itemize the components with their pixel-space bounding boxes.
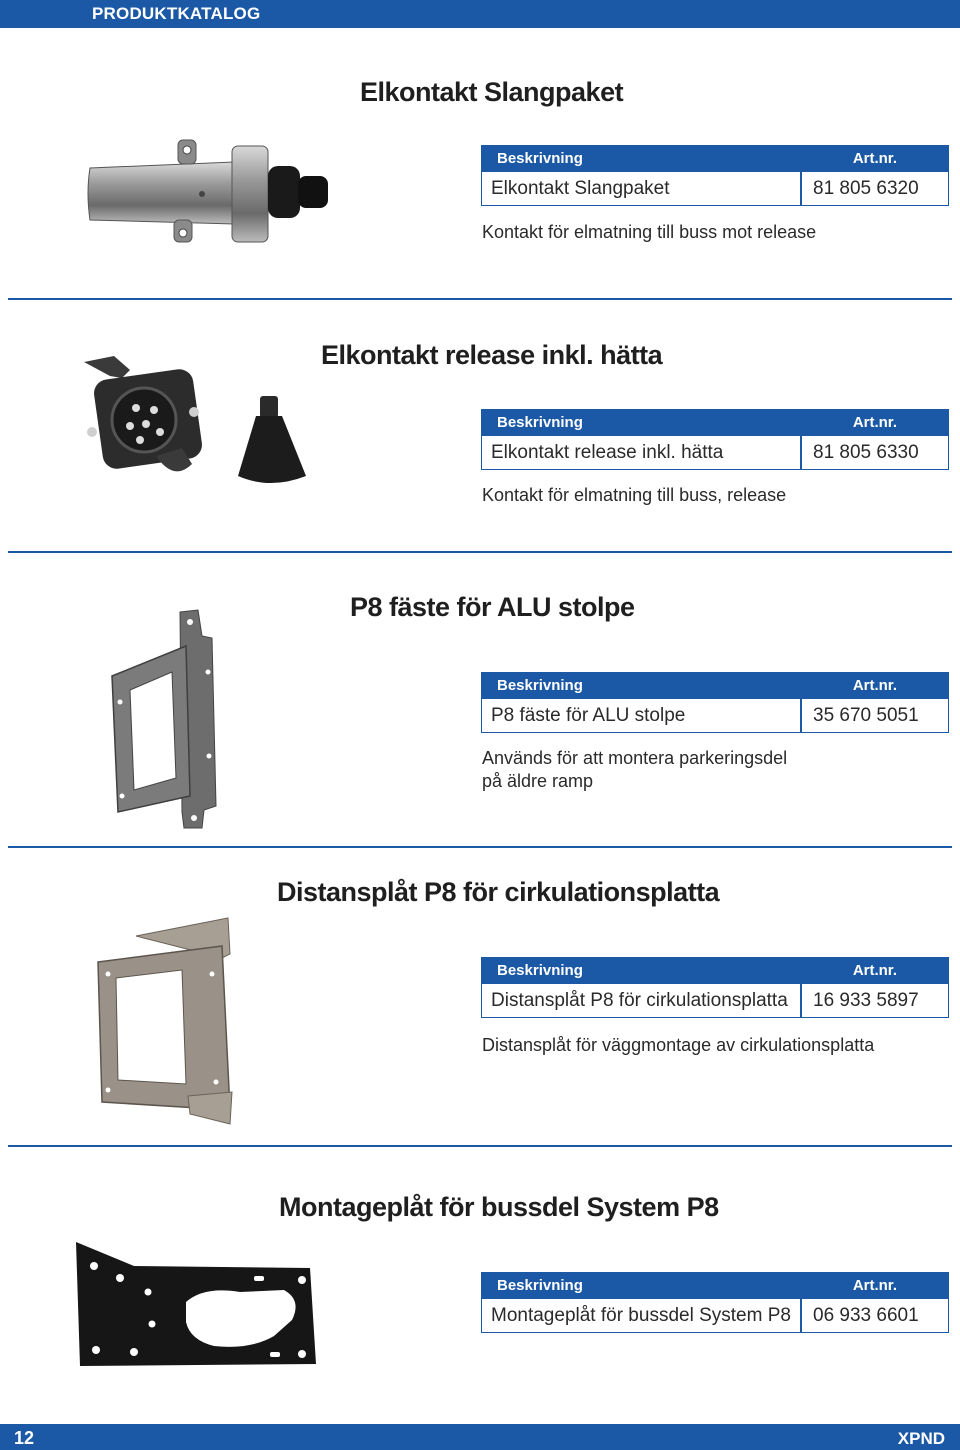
- column-divider: [800, 436, 802, 469]
- product-name: Elkontakt release inkl. hätta: [491, 442, 724, 463]
- table-row: [481, 699, 949, 733]
- column-divider: [800, 172, 802, 205]
- art-nr-header: Art.nr.: [852, 1277, 897, 1294]
- art-nr-value: 81 805 6320: [813, 178, 919, 199]
- catalog-label: PRODUKTKATALOG: [92, 4, 261, 23]
- table-row: [481, 436, 949, 470]
- description-header: Beskrivning: [497, 414, 583, 431]
- art-nr-header: Art.nr.: [852, 677, 897, 694]
- page-number: 12: [14, 1428, 35, 1448]
- mounting-plate-image: [74, 1240, 320, 1370]
- description-header: Beskrivning: [497, 962, 583, 979]
- description-line: Kontakt för elmatning till buss mot release: [482, 222, 817, 242]
- product-table: [481, 672, 949, 733]
- product-table: [481, 409, 949, 470]
- table-header: [481, 145, 949, 172]
- column-divider: [800, 699, 802, 732]
- product-title: P8 fäste för ALU stolpe: [350, 592, 635, 622]
- product-title: Elkontakt Slangpaket: [360, 77, 624, 107]
- description-line: på äldre ramp: [482, 771, 594, 791]
- table-row: [481, 1299, 949, 1333]
- connector-hose-image: [84, 138, 334, 248]
- column-divider: [800, 1299, 802, 1332]
- product-title: Distansplåt P8 för cirkulationsplatta: [277, 877, 720, 907]
- art-nr-value: 16 933 5897: [813, 990, 919, 1011]
- product-title: Elkontakt release inkl. hätta: [321, 340, 663, 370]
- table-header: [481, 1272, 949, 1299]
- section-divider: [8, 846, 952, 848]
- column-divider: [800, 984, 802, 1017]
- art-nr-value: 06 933 6601: [813, 1305, 919, 1326]
- header-bar: [0, 0, 960, 28]
- art-nr-header: Art.nr.: [852, 150, 897, 167]
- description-header: Beskrivning: [497, 1277, 583, 1294]
- art-nr-header: Art.nr.: [852, 962, 897, 979]
- spacer-plate-image: [92, 914, 240, 1128]
- section-divider: [8, 1145, 952, 1147]
- product-name: Elkontakt Slangpaket: [491, 178, 670, 199]
- table-header: [481, 957, 949, 984]
- p8-bracket-image: [104, 606, 234, 832]
- description-line: Distansplåt för väggmontage av cirkulationsplatta: [482, 1035, 875, 1055]
- table-row: [481, 984, 949, 1018]
- product-name: Montageplåt för bussdel System P8: [491, 1305, 791, 1326]
- art-nr-value: 35 670 5051: [813, 705, 919, 726]
- product-table: [481, 1272, 949, 1333]
- description-header: Beskrivning: [497, 677, 583, 694]
- footer-bar: [0, 1424, 960, 1450]
- product-table: [481, 145, 949, 206]
- product-title: Montageplåt för bussdel System P8: [279, 1192, 719, 1222]
- release-socket-image: [74, 352, 314, 492]
- description-header: Beskrivning: [497, 150, 583, 167]
- section-divider: [8, 551, 952, 553]
- art-nr-header: Art.nr.: [852, 414, 897, 431]
- table-header: [481, 409, 949, 436]
- art-nr-value: 81 805 6330: [813, 442, 919, 463]
- product-name: P8 fäste för ALU stolpe: [491, 705, 686, 726]
- brand-logo: XPND: [897, 1429, 945, 1448]
- product-description: [482, 221, 816, 244]
- product-name: Distansplåt P8 för cirkulationsplatta: [491, 990, 788, 1011]
- description-line: Används för att montera parkeringsdel: [482, 748, 788, 768]
- product-description: [482, 1034, 874, 1057]
- table-row: [481, 172, 949, 206]
- description-line: Kontakt för elmatning till buss, release: [482, 485, 787, 505]
- product-description: [482, 484, 786, 507]
- table-header: [481, 672, 949, 699]
- product-table: [481, 957, 949, 1018]
- product-description: [482, 747, 787, 793]
- section-divider: [8, 298, 952, 300]
